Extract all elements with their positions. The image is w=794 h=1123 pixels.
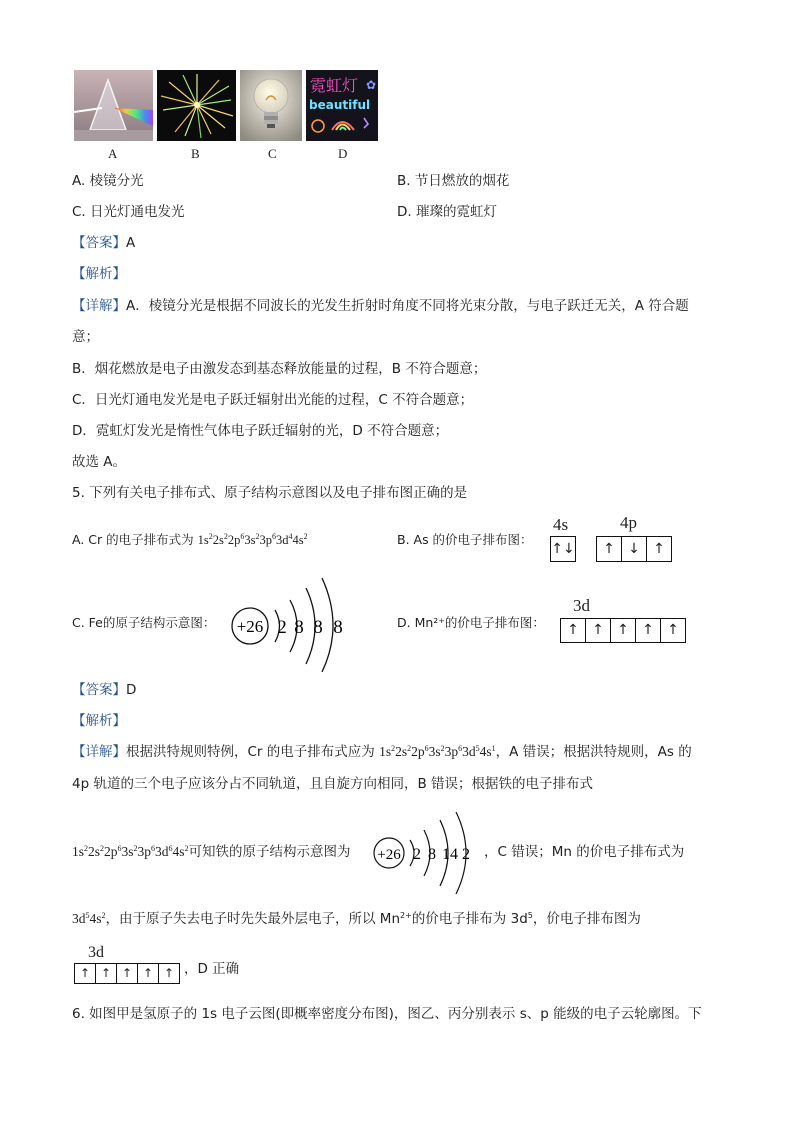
image-caption-a: A [108,146,118,161]
prism-image [74,70,153,141]
explanation-b: B．烟花燃放是电子由激发态到基态释放能量的过程，B 不符合题意； [72,361,487,377]
detail-line-2: 意； [72,329,99,345]
mn-orbital-boxes [74,963,180,984]
answer-value: A [126,235,136,251]
q5-option-a: A. Cr 的电子排布式为 $1s^22s^22p^63s^23p^63d^44s^2$ [72,532,308,547]
fe-configuration: $1s^22s^22p^63s^23p^63d^64s^2$ [72,844,189,859]
q5-option-c: C. Fe的原子结构示意图： [72,615,216,630]
q5-answer-line [72,681,136,699]
cr-correct-configuration: $1s^22s^22p^63s^23p^63d^54s^1$ [379,744,496,759]
nucleus-label: +26 [236,617,264,636]
detail-tag: 【详解】 [72,298,126,314]
q5-detail-line-3: $1s^22s^22p^63s^23p^63d^64s^2$可知铁的原子结构示意图为 [72,844,351,860]
orbital-boxes-4p [596,536,672,562]
answer-value: D [126,682,137,698]
shell-electrons: 2 [462,846,470,863]
answer-line [72,234,135,252]
neon-sign-image [306,70,378,141]
neon-sign-text-2: beautiful [309,98,371,112]
explanation-d: D．霓虹灯发光是惰性气体电子跃迁辐射的光，D 不符合题意； [72,423,449,439]
question-6-stem: 6. 如图甲是氢原子的 1s 电子云图(即概率密度分布图)，图乙、丙分别表示 s、p 能级的电子云轮廓图。下 [72,1006,702,1022]
detail-line-1: 【详解】A．棱镜分光是根据不同波长的光发生折射时角度不同将光束分散，与电子跃迁无关，A 符合题 [72,298,689,314]
shell-electrons: 8 [428,846,436,863]
fe-atomic-structure-correct [372,808,484,894]
orbital-box: ↑ [667,622,679,638]
orbital-box: ↑ [75,964,96,983]
answer-tag: 【答案】 [72,235,126,251]
orbital-box: ↑ [653,541,665,557]
d-correct-text: ，D 正确 [184,961,240,977]
orbital-box-4s: ↑↓ [550,536,576,562]
conclusion: 故选 A。 [72,454,127,470]
fireworks-image [157,70,236,141]
neon-sign-text-1: 霓虹灯 [310,76,359,95]
option-c: C. 日光灯通电发光 [72,204,185,220]
image-caption-b: B [191,146,200,161]
fe-atomic-structure-option [228,572,358,672]
orbital-box: ↑ [561,619,586,642]
shell-electrons: 2 [413,846,421,863]
nucleus-label: +26 [377,847,401,863]
q5-detail-line-4: $3d^54s^2$，由于原子失去电子时先失最外层电子，所以 $Mn^{2+}$的价电子排布为 $3d^5$，价电子排布图为 [72,911,641,927]
q5-analysis-tag: 【解析】 [72,713,126,729]
q5-detail-line-2: 4p 轨道的三个电子应该分占不同轨道，且自旋方向相同，B 错误；根据铁的电子排布式 [72,776,594,792]
option-b: B. 节日燃放的烟花 [397,173,510,189]
label-4p: 4p [620,513,637,532]
orbital-box: ↓ [622,537,647,561]
q5-detail-line-3c: ，C 错误；Mn 的价电子排布式为 [484,844,685,860]
q5-option-d: D. Mn²⁺的价电子排布图： [397,615,545,630]
orbital-box: ↑ [138,964,159,983]
q5-detail-line-1: 【详解】根据洪特规则特例，Cr 的电子排布式应为 $1s^22s^22p^63s^23p^63d^54s^1$，A 错误；根据洪特规则，As 的 [72,744,692,760]
svg-text:✿: ✿ [366,78,377,92]
orbital-box: ↑ [597,537,622,561]
orbital-box: ↑ [611,619,636,642]
question-5-stem: 5. 下列有关电子排布式、原子结构示意图以及电子排布图正确的是 [72,485,468,501]
shell-electrons: 2 [277,617,287,638]
orbital-box: ↑ [163,966,175,980]
mn-configuration: $3d^54s^2$ [72,911,106,926]
orbital-box: ↑ [636,619,661,642]
image-caption-d: D [338,146,348,161]
image-caption-c: C [268,146,277,161]
shell-electrons: 8 [313,617,323,638]
q5-option-b: B. As 的价电子排布图： [397,532,533,547]
label-4s: 4s [553,515,569,534]
orbital-box: ↑ [117,964,138,983]
shell-electrons: 8 [294,617,304,638]
option-d: D. 璀璨的霓虹灯 [397,204,497,220]
shell-electrons: 8 [333,617,343,638]
option-a: A. 棱镜分光 [72,173,144,189]
orbital-box: ↑ [586,619,611,642]
mn-label-3d: 3d [88,944,104,961]
label-3d: 3d [573,596,590,615]
analysis-tag: 【解析】 [72,266,126,282]
shell-electrons: 14 [442,846,458,863]
answer-tag: 【答案】 [72,682,126,698]
orbital-box: ↑ [96,964,117,983]
explanation-c: C．日光灯通电发光是电子跃迁辐射出光能的过程，C 不符合题意； [72,392,474,408]
detail-tag: 【详解】 [72,744,126,760]
orbital-boxes-3d [560,618,686,643]
cr-configuration: $1s^22s^22p^63s^23p^63d^44s^2$ [197,532,308,547]
